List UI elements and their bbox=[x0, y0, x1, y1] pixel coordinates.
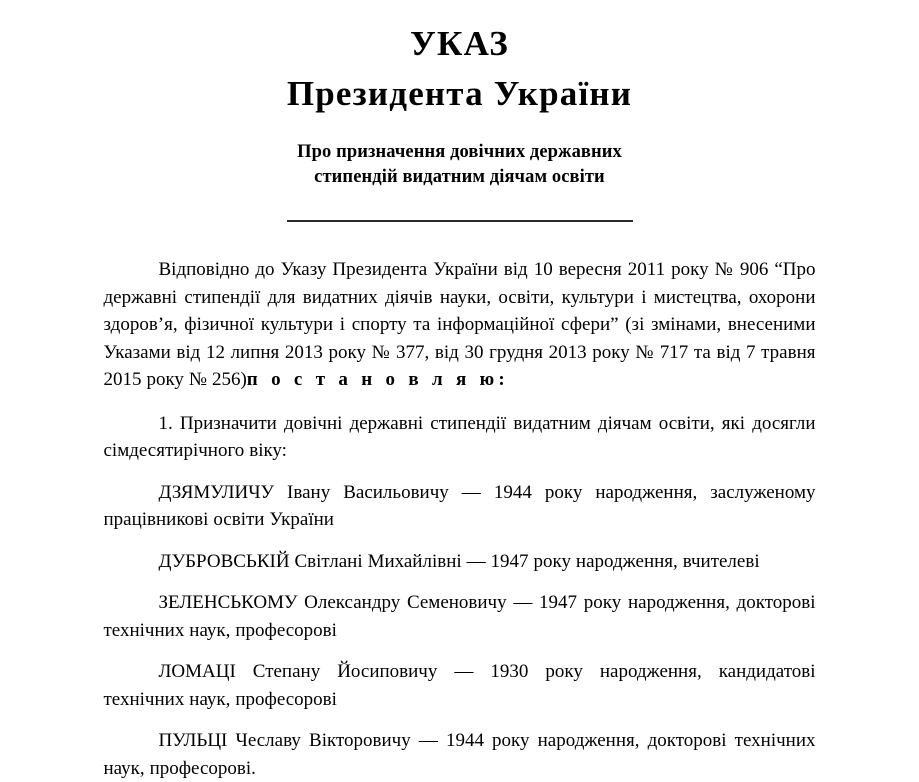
horizontal-rule-divider bbox=[287, 220, 633, 222]
document-subtitle-line-1: Про призначення довічних державних bbox=[297, 142, 622, 162]
document-subtitle-line-2: стипендій видатним діячам освіти bbox=[314, 167, 605, 187]
preamble-text: Відповідно до Указу Президента України від 10 вересня 2011 року № 906 “Про державні стипендії для видатних діячів науки, освіти, культури і мистецтва, охорони здоров’я, фізичної культури і спорту та інформаційної сфери” (зі змінами, внесеними Указами від 12 липня 2013 року № 377, від 30 грудня 2013 року № 717 та від 7 травня 2015 року № 256) bbox=[103, 259, 816, 390]
recipient-entry-5: ПУЛЬЦІ Чеславу Вікторовичу — 1944 року народження, докторові технічних наук, професорові. bbox=[103, 730, 816, 779]
recipient-entry-4: ЛОМАЦІ Степану Йосиповичу — 1930 року народження, кандидатові технічних наук, професорові bbox=[103, 661, 816, 710]
clause-1-paragraph: 1. Призначити довічні державні стипендії видатним діячам освіти, які досягли сімдесятирічного віку: bbox=[103, 412, 816, 461]
document-title-primary: УКАЗ bbox=[410, 24, 509, 63]
divider-container bbox=[0, 190, 919, 230]
recipient-entry-1: ДЗЯМУЛИЧУ Івану Васильовичу — 1944 року народження, заслуженому працівникові освіти України bbox=[103, 481, 816, 530]
preamble-paragraph bbox=[104, 256, 816, 394]
document-body bbox=[104, 230, 816, 782]
preamble-enactment-phrase: п о с т а н о в л я ю: bbox=[246, 369, 509, 390]
recipient-entry-3: ЗЕЛЕНСЬКОМУ Олександру Семеновичу — 1947 року народження, докторові технічних наук, професорові bbox=[103, 592, 816, 641]
document-title-secondary: Президента України bbox=[286, 74, 633, 113]
recipient-entry-2: ДУБРОВСЬКІЙ Світлані Михайлівні — 1947 року народження, вчителеві bbox=[158, 550, 760, 572]
